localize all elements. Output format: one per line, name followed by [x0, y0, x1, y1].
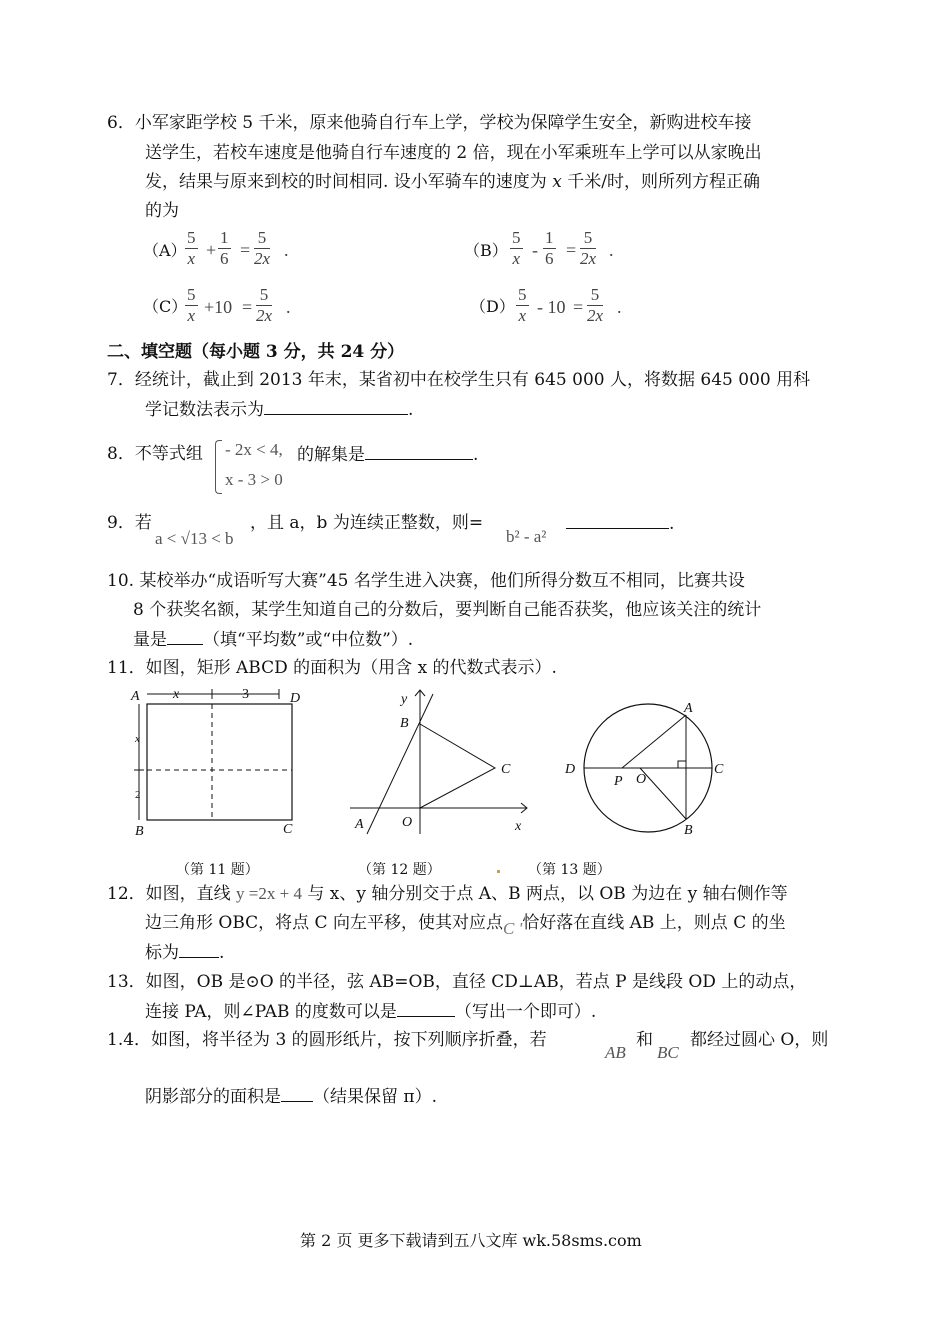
q8-brace — [215, 440, 222, 494]
fig12-label-x: x — [515, 819, 522, 834]
q8-ineq2: x - 3 > 0 — [225, 470, 283, 489]
option-a-dot: . — [284, 240, 289, 260]
q10-answer-blank[interactable] — [167, 628, 203, 645]
q8-suffix: 的解集是 . — [297, 445, 479, 465]
option-a-plus: + — [206, 240, 217, 260]
fig12-label-O: O — [402, 815, 413, 830]
q7-answer-blank[interactable] — [264, 398, 408, 415]
fig13-label-P: P — [614, 774, 623, 789]
option-c-frac2: $\frac{5}{2x}$ — [256, 285, 273, 325]
fig13-label-D: D — [565, 762, 576, 777]
q13-answer-blank[interactable] — [397, 1000, 455, 1017]
fig11-label-A: A — [131, 689, 140, 704]
option-d-eq: = — [573, 297, 584, 317]
q8-answer-blank[interactable] — [365, 443, 473, 460]
fig11-label-3: 3 — [242, 687, 249, 702]
fig12-label-A: A — [355, 817, 364, 832]
q14-arc-bc: BC — [657, 1043, 679, 1062]
fig11-label-B: B — [135, 824, 144, 839]
fig13-label-A: A — [684, 701, 693, 716]
q14-line1a: 1.4．如图，将半径为 3 的圆形纸片，按下列顺序折叠，若 — [107, 1030, 547, 1050]
q13-line1: 13．如图，OB 是⊙O 的半径，弦 AB=OB，直径 CD⊥AB，若点 P 是线段 OD 上的动点， — [107, 972, 807, 992]
option-a-frac3: $\frac{5}{2x}$ — [254, 228, 271, 268]
q6-line4: 的为 — [145, 201, 179, 221]
q9-answer-blank[interactable] — [566, 512, 669, 529]
q9-condition: a < √13 < b — [155, 529, 234, 548]
option-b-frac2: $\frac{1}{6}$ — [545, 228, 554, 268]
fig13-segment-ob — [640, 768, 686, 819]
q10-line2: 8 个获奖名额，某学生知道自己的分数后，要判断自己能否获奖，他应该关注的统计 — [133, 600, 762, 620]
q10-line3: 量是 （填“平均数”或“中位数”）. — [133, 630, 414, 650]
q14-he: 和 — [636, 1030, 653, 1050]
q12-line1: 12．如图，直线 y =2x + 4 与 x、y 轴分别交于点 A、B 两点，以 OB 为边在 y 轴右侧作等 — [107, 884, 788, 904]
q6-line2: 送学生，若校车速度是他骑自行车速度的 2 倍，现在小军乘班车上学可以从家晚出 — [145, 143, 762, 163]
option-c-dot: . — [286, 297, 291, 317]
fig13-label-O: O — [636, 772, 647, 787]
fig13-segment-pa — [622, 715, 686, 768]
option-c-plus10: +10 — [204, 297, 233, 317]
fig13-label-C: C — [714, 762, 724, 777]
page-footer: 第 2 页 更多下载请到五八文库 wk.58sms.com — [300, 1231, 642, 1250]
q14-arc-ab: AB — [605, 1043, 626, 1062]
fig11-rect — [147, 704, 292, 820]
q14-answer-blank[interactable] — [281, 1085, 313, 1102]
option-d-dot: . — [617, 297, 622, 317]
option-c-label: （C） — [143, 297, 188, 316]
caption-fig11: （第 11 题） — [176, 862, 259, 878]
q8-prefix: 8．不等式组 — [107, 444, 203, 464]
fig12-label-B: B — [400, 716, 409, 731]
q8-ineq1: - 2x < 4, — [225, 440, 283, 459]
stray-dot — [497, 870, 500, 873]
option-b-frac1: $\frac{5}{x}$ — [512, 228, 521, 268]
fig12-line-ab — [367, 694, 433, 834]
q14-line2: 阴影部分的面积是 （结果保留 π）. — [145, 1087, 437, 1107]
q13-line2: 连接 PA，则∠PAB 的度数可以是 （写出一个即可）. — [145, 1002, 597, 1022]
q12-line2: 边三角形 OBC，将点 C 向左平移，使其对应点C '恰好落在直线 AB 上，则点 C 的坐 — [145, 913, 786, 938]
q10-line1: 10. 某校举办“成语听写大赛”45 名学生进入决赛，他们所得分数互不相同，比赛共设 — [107, 571, 745, 591]
fig12-label-y: y — [401, 692, 408, 707]
fig12-label-C: C — [501, 762, 511, 777]
option-a-eq: = — [240, 240, 251, 260]
fig11-label-2: 2 — [135, 789, 141, 801]
option-d-frac2: $\frac{5}{2x}$ — [587, 285, 604, 325]
option-d-frac1: $\frac{5}{x}$ — [518, 285, 527, 325]
fig11-label-D: D — [290, 691, 301, 706]
option-a-label: （A） — [143, 241, 187, 260]
q9-mid: ，且 a，b 为连续正整数，则= — [250, 513, 484, 533]
q9-expression: b² - a² — [506, 527, 547, 546]
q6-line3: 发，结果与原来到校的时间相同. 设小军骑车的速度为 x 千米/时，则所列方程正确 — [145, 172, 760, 192]
q9-prefix: 9．若 — [107, 513, 152, 533]
option-d-label: （D） — [470, 297, 515, 316]
option-b-label: （B） — [464, 241, 508, 260]
option-a-frac1: $\frac{5}{x}$ — [187, 228, 196, 268]
q11-line: 11．如图，矩形 ABCD 的面积为（用含 x 的代数式表示）. — [107, 658, 557, 678]
option-c-eq: = — [242, 297, 253, 317]
q7-line2: 学记数法表示为 . — [145, 400, 414, 420]
caption-fig12: （第 12 题） — [358, 862, 441, 878]
option-b-minus: - — [532, 240, 538, 260]
section2-heading: 二、填空题（每小题 3 分，共 24 分） — [107, 342, 405, 362]
fig11-label-x-left: x — [135, 733, 140, 745]
q6-line1: 6．小军家距学校 5 千米，原来他骑自行车上学，学校为保障学生安全，新购进校车接 — [107, 113, 752, 133]
figure-12 — [345, 684, 535, 844]
q12-line3: 标为 . — [145, 943, 225, 963]
fig13-label-B: B — [684, 823, 693, 838]
option-a-frac2: $\frac{1}{6}$ — [220, 228, 229, 268]
q12-answer-blank[interactable] — [179, 941, 219, 958]
option-c-frac1: $\frac{5}{x}$ — [187, 285, 196, 325]
figure-11 — [127, 684, 307, 844]
fig12-triangle-obc — [420, 724, 495, 808]
caption-fig13: （第 13 题） — [528, 862, 611, 878]
option-b-frac3: $\frac{5}{2x}$ — [580, 228, 597, 268]
fig11-label-x-top: x — [173, 687, 180, 702]
option-b-eq: = — [566, 240, 577, 260]
fig11-label-C: C — [283, 822, 293, 837]
q9-tail: . — [566, 512, 674, 535]
q14-line1b: 都经过圆心 O，则 — [690, 1030, 829, 1050]
option-b-dot: . — [609, 240, 614, 260]
figure-13 — [560, 684, 740, 844]
option-d-minus10: - 10 — [537, 297, 566, 317]
q7-line1: 7．经统计，截止到 2013 年末，某省初中在校学生只有 645 000 人，将数据 645 000 用科 — [107, 370, 811, 390]
